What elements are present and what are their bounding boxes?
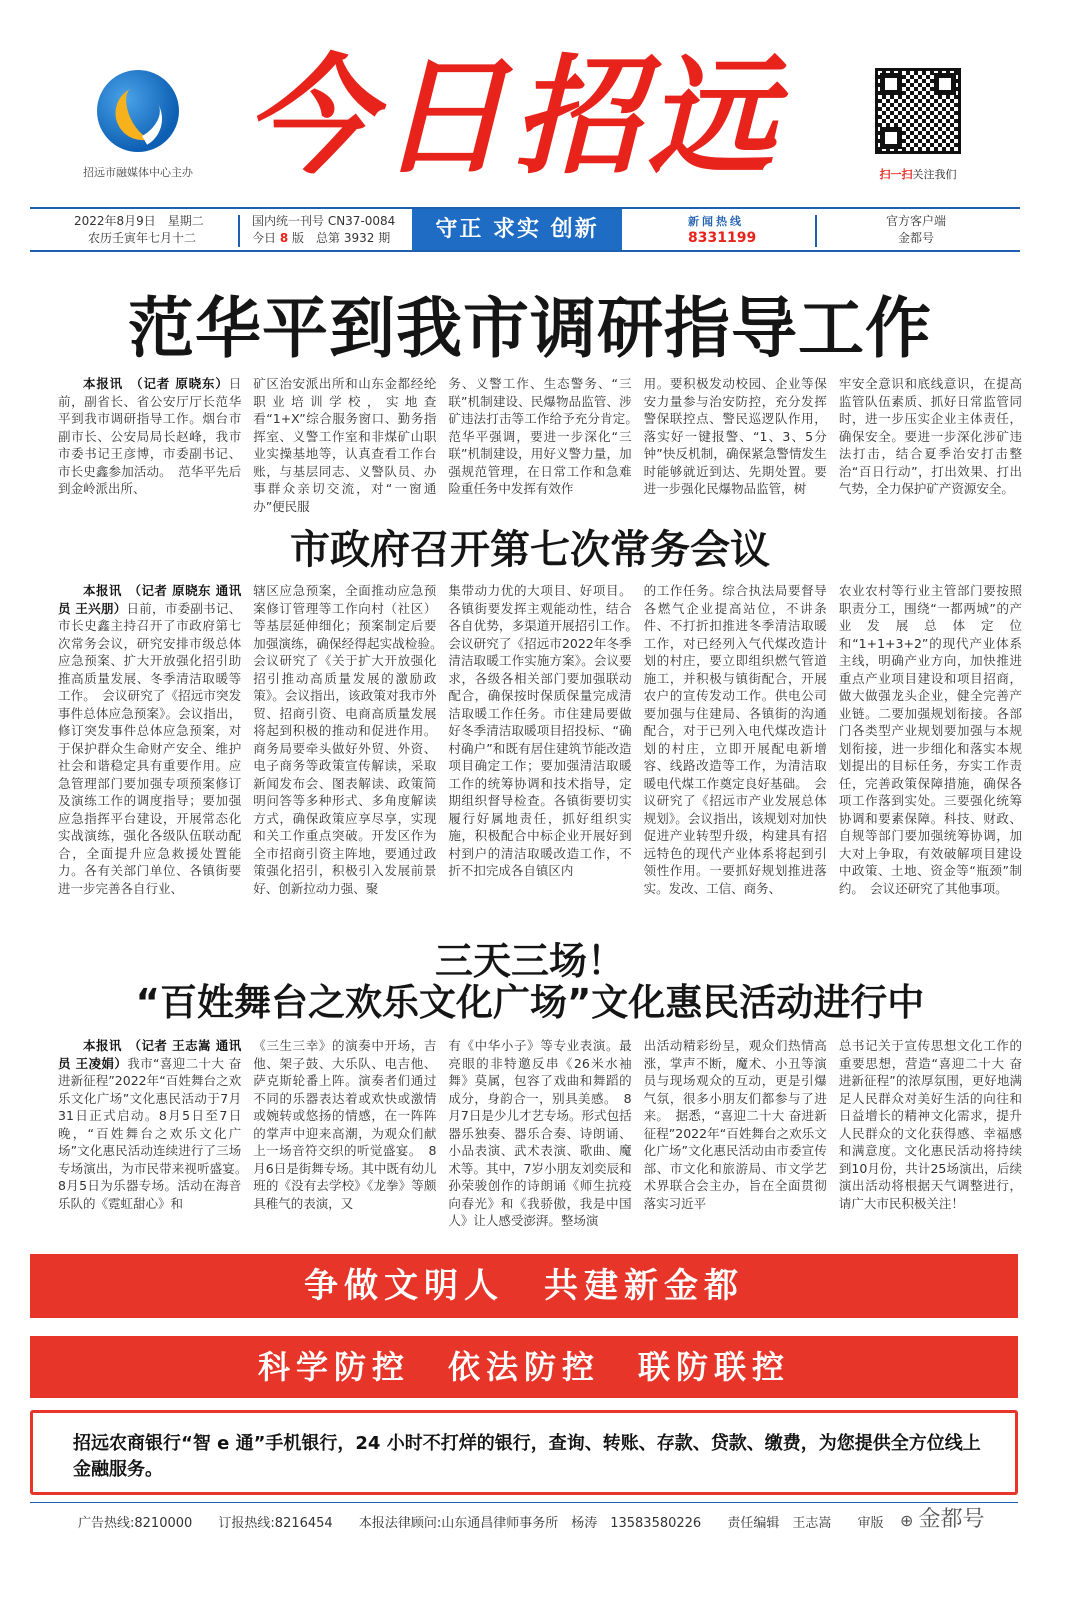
article3-headline-line2: “百姓舞台之欢乐文化广场”文化惠民活动进行中 <box>135 981 925 1024</box>
article2-column: 本报讯 （记者 原晓东 通讯员 王兴朋）日前，市委副书记、市长史鑫主持召开了市政府第七次常务会议，研究安排市级总体应急预案、扩大开放强化招引助推高质量发展、冬季清洁取暖等工作。 会议研究了《招远市突发事件总体应急预案》。会议指出，修订突发事件总体应急预案，对于保护群众生命财产安全、维护社会和谐稳定具有重要作用。应急管理部门要加强专项预案修订及演练工作的调度指导；要加强应急指挥平台建设，开展常态化实战演练，强化各级队伍联动配合，全面提升应急救援处置能力。各有关部门单位、各镇街要进一步完善各自行业、 <box>58 583 242 896</box>
hotline-block <box>688 213 756 247</box>
client-block <box>886 213 946 247</box>
article2-column: 集带动力优的大项目、好项目。各镇街要发挥主观能动性，结合各自优势，多渠道开展招引工作。 会议研究了《招远市2022年冬季清洁取暖工作实施方案》。会议要求，各级各相关部门要加强联动配合，确保按时保质保量完成清洁取暖工作任务。市住建局要做好冬季清洁取暖项目招投标、“确村确户”和既有居住建筑节能改造项目确定工作；要加强清洁取暖工作的统筹协调和技术指导，定期组织督导检查。各镇街要切实履行好属地责任，抓好组织实施，积极配合中标企业开展好到村到户的清洁取暖改造工作，不折不扣完成各自镇区内 <box>448 583 645 878</box>
article1-column: 用。要积极发动校园、企业等保安力量参与治安防控，充分发挥警保联控点、警民巡逻队作用，落实好一键报警、“1、3、5分钟”快反机制，确保紧急警情发生时能够就近到达、先期处置。要进一步强化民爆物品监管，树 <box>643 376 827 496</box>
ad-hotline: 广告热线:8210000 <box>78 1516 193 1531</box>
article3-column: 出活动精彩纷呈，观众们热情高涨，掌声不断，魔术、小丑等演员与现场观众的互动，更是引爆气氛，很多小朋友们都参与了进来。 据悉，“喜迎二十大 奋进新征程”2022年“百姓舞台之欢乐文化广场”文化惠民活动由市委宣传部、市文化和旅游局、市文学艺术界联合会主办，旨在全面贯彻落实习近平 <box>643 1038 827 1211</box>
article2-column: 辖区应急预案，全面推动应急预案修订管理等工作向村（社区）等基层延伸细化；预案制定后要加强演练，确保经得起实战检验。 会议研究了《关于扩大开放强化招引推动高质量发展的激励政策》。会议指出，该政策对我市外贸、招商引资、电商高质量发展将起到积极的推动和促进作用。商务局要牵头做好外贸、外资、电子商务等政策宣传解读，采取新闻发布会、图表解读、政策简明问答等多种形式、多角度解读方式，确保政策应享尽享，实现和关工作重点突破。开发区作为全市招商引资主阵地，要通过政策强化招引，积极引入发展前景好、创新拉动力强、聚 <box>253 583 449 896</box>
newspaper-title: 今日招远 <box>245 42 782 192</box>
article3-column: 总书记关于宣传思想文化工作的重要思想，营造“喜迎二十大 奋进新征程”的浓厚氛围，更好地满足人民群众对美好生活的向往和日益增长的精神文化需求，提升人民群众的文化获得感、幸福感和满意度。文化惠民活动将持续到10月份，共计25场演出，后续演出活动将根据天气调整进行，请广大市民积极关注！ <box>838 1038 1023 1211</box>
page-count: 今日 8 版 总第 3932 期 <box>252 231 391 245</box>
hotline-number: 8331199 <box>688 230 757 246</box>
qr-caption: 扫一扫关注我们 <box>879 168 957 181</box>
epidemic-banner: 科学防控 依法防控 联防联控 <box>30 1336 1018 1398</box>
article3-body <box>58 1037 1023 1228</box>
article1-body <box>58 375 1023 514</box>
hotline-label: 新闻热线 <box>688 215 744 228</box>
divider <box>815 215 817 247</box>
subscription-hotline: 订报热线:8216454 <box>218 1516 333 1531</box>
article3-column: 本报讯 （记者 王志嵩 通讯员 王凌娟）我市“喜迎二十大 奋进新征程”2022年“百姓舞台之欢乐文化广场”文化惠民活动于7月31日正式启动。8月5日至7日晚，“百姓舞台之欢乐文化广场”文化惠民活动连续进行了三场专场演出，为市民带来视听盛宴。 8月5日为乐器专场。活动在海音乐队的《霓虹甜心》和 <box>58 1038 254 1211</box>
watermark: ⊕ 金都号 <box>900 1507 985 1532</box>
issue-number-block <box>252 213 395 247</box>
issue-date-block <box>74 213 204 247</box>
article3-column: 有《中华小子》等专业表演。最亮眼的非特邀反串《26米水袖舞》莫属，包容了戏曲和舞蹈的成分，身韵合一，别具美感。 8月7日是少儿才艺专场。形式包括器乐独奏、器乐合奏、诗朗诵、小品表演、武术表演、歌曲、魔术等。其中，7岁小朋友刘奕辰和孙荣骏创作的诗朗诵《师生抗疫向春光》和《我骄傲，我是中国人》让人感受澎湃。整场演 <box>448 1038 632 1228</box>
qr-block <box>868 68 968 182</box>
article1-column: 务、义警工作、生态警务、“三联”机制建设、民爆物品监管、涉矿违法打击等工作给予充分肯定。 范华平强调，要进一步深化“三联”机制建设，用好义警力量，加强规范管理，在日常工作和急难险重任务中发挥有效作 <box>448 376 645 496</box>
qr-code-icon[interactable] <box>875 68 961 154</box>
issn: 国内统一刊号 CN37-0084 <box>252 214 396 228</box>
issue-date: 2022年8月9日 星期二 <box>74 214 204 228</box>
article1-column: 牢安全意识和底线意识，在提高监管队伍素质、抓好日常监管同时，进一步压实企业主体责任，确保安全。要进一步深化涉矿违法打击，结合夏季治安打击整治“百日行动”，打出效果、打出气势，全力保护矿产资源安全。 <box>838 376 1023 496</box>
issue-info-bar <box>30 207 1020 252</box>
footer-info <box>30 1512 1018 1531</box>
article2-column: 农业农村等行业主管部门要按照职责分工，围绕“一都两城”的产业发展总体定位和“1+1+3+2”的现代产业体系主线，明确产业方向，加快推进重点产业项目建设和项目招商，做大做强龙头企业，健全完善产业链。二要加强规划衔接。各部门各类型产业规划要加强与本规划衔接，进一步细化和落实本规划提出的目标任务，夯实工作责任，完善政策保障措施，确保各项工作落到实处。三要强化统筹协调和要素保障。科技、财政、自规等部门要加强统筹协调，加大对上争取，有效破解项目建设中政策、土地、资金等“瓶颈”制约。 会议还研究了其他事项。 <box>838 583 1023 896</box>
client-label: 官方客户端 <box>886 214 947 228</box>
article3-column: 《三生三幸》的演奏中开场，吉他、架子鼓、大乐队、电吉他、萨克斯轮番上阵。演奏者们通过不同的乐器表达着或欢快或激情或婉转或悠扬的情感，在一阵阵的掌声中迎来高潮，为观众们献上一场音符交织的听觉盛宴。 8月6日是街舞专场。其中既有幼儿班的《没有去学校》《龙拳》等颇具稚气的表演，又 <box>253 1038 437 1211</box>
article1-column: 矿区治安派出所和山东金都经纶职业培训学校，实地查看“1+X”综合服务窗口、勤务指挥室、义警工作室和非煤矿山职业实操基地等，认真查看工作台账，与基层同志、义警队员、办事群众亲切交流，对“一窗通办”便民服 <box>253 376 437 514</box>
article3-headline-line1: 三天三场！ <box>434 939 625 983</box>
media-center-logo-icon <box>97 70 179 152</box>
sponsor-text: 招远市融媒体中心主办 <box>83 166 193 179</box>
client-name: 金都号 <box>898 231 935 245</box>
divider <box>238 215 240 247</box>
masthead-logo-block <box>68 70 208 180</box>
legal-advisor: 本报法律顾问:山东通昌律师事务所 杨涛 13583580226 <box>358 1516 702 1531</box>
responsible-editor: 责任编辑 王志嵩 <box>727 1516 832 1531</box>
article2-column: 的工作任务。综合执法局要督导各燃气企业提高站位，不讲条件、不打折扣推进冬季清洁取暖工作，对已经列入气代煤改造计划的村庄，要立即组织燃气管道施工，并积极与镇街配合，开展农户的宣传发动工作。供电公司要加强与住建局、各镇街的沟通配合，对于已列入电代煤改造计划的村庄，立即开展配电新增容、线路改造等工作，为清洁取暖电代煤工作奠定良好基础。 会议研究了《招远市产业发展总体规划》。会议指出，该规划对加快促进产业转型升级，构建具有招远特色的现代产业体系将起到引领性作用。一要抓好规划推进落实。发改、工信、商务、 <box>643 583 827 896</box>
civility-banner: 争做文明人 共建新金都 <box>30 1254 1018 1318</box>
article1-column: 本报讯 （记者 原晓东）日前，副省长、省公安厅厅长范华平到我市调研指导工作。烟台市副市长、公安局局长赵峰，我市市委书记王彦博，市委副书记、市长史鑫参加活动。 范华平先后到金岭派出所、 <box>58 376 242 496</box>
lunar-date: 农历壬寅年七月十二 <box>88 231 197 245</box>
footer-divider <box>30 1502 1018 1503</box>
reviewer-label: 审版 <box>857 1516 884 1531</box>
motto-badge: 守正 求实 创新 <box>412 209 622 250</box>
article1-headline: 范华平到我市调研指导工作 <box>128 290 932 367</box>
article2-body <box>58 582 1022 898</box>
article2-headline: 市政府召开第七次常务会议 <box>290 527 770 573</box>
bank-advertisement: 招远农商银行“智 e 通”手机银行，24 小时不打烊的银行，查询、转账、存款、贷款、缴费，为您提供全方位线上金融服务。 <box>30 1410 1018 1495</box>
